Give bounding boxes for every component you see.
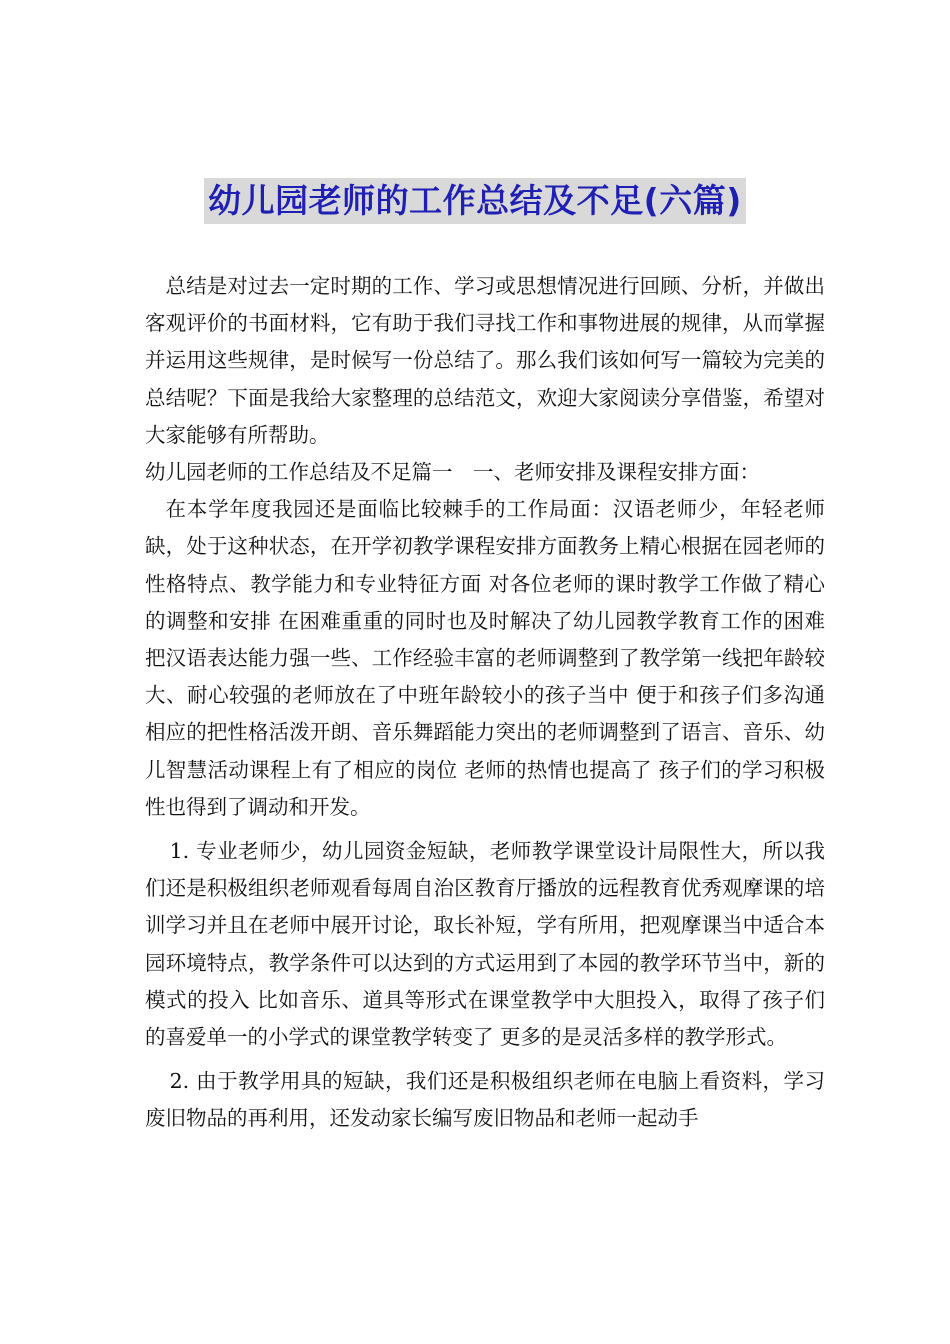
document-title: 幼儿园老师的工作总结及不足(六篇) <box>204 178 746 224</box>
intro-paragraph: 总结是对过去一定时期的工作、学习或思想情况进行回顾、分析，并做出客观评价的书面材料，它有助于我们寻找工作和事物进展的规律，从而掌握并运用这些规律，是时候写一份总结了。那么我们该如何写一篇较为完美的总结呢？下面是我给大家整理的总结范文，欢迎大家阅读分享借鉴，希望对大家能够有所帮助。 <box>145 274 825 447</box>
list-item-1: 1. 专业老师少，幼儿园资金短缺，老师教学课堂设计局限性大，所以我们还是积极组织老师观看每周自治区教育厅播放的远程教育优秀观摩课的培训学习并且在老师中展开讨论，取长补短，学有所用，把观摩课当中适合本园环境特点，教学条件可以达到的方式运用到了本园的教学环节当中，新的模式的投入 比如音乐、道具等形式在课堂教学中大胆投入，取得了孩子们的喜爱单一的小学式的课堂教学转变了 更多的是灵活多样的教学形式。 <box>145 839 825 1050</box>
title-container <box>0 178 950 224</box>
section-heading: 幼儿园老师的工作总结及不足篇一 一、老师安排及课程安排方面： <box>145 460 760 485</box>
list-item-2: 2. 由于教学用具的短缺，我们还是积极组织老师在电脑上看资料，学习废旧物品的再利用，还发动家长编写废旧物品和老师一起动手 <box>145 1069 825 1131</box>
paragraph-teacher-arrangement: 在本学年度我园还是面临比较棘手的工作局面：汉语老师少，年轻老师缺，处于这种状态，在开学初教学课程安排方面教务上精心根据在园老师的性格特点、教学能力和专业特征方面 对各位老师的课时教学工作做了精心的调整和安排 在困难重重的同时也及时解决了幼儿园教学教育工作的困难 把汉语表达能力强一些、工作经验丰富的老师调整到了教学第一线把年龄较大、耐心较强的老师放在了中班年龄较小的孩子当中 便于和孩子们多沟通 相应的把性格活泼开朗、音乐舞蹈能力突出的老师调整到了语言、音乐、幼儿智慧活动课程上有了相应的岗位 老师的热情也提高了 孩子们的学习积极性也得到了调动和开发。 <box>145 497 825 819</box>
document-body <box>145 268 825 1138</box>
